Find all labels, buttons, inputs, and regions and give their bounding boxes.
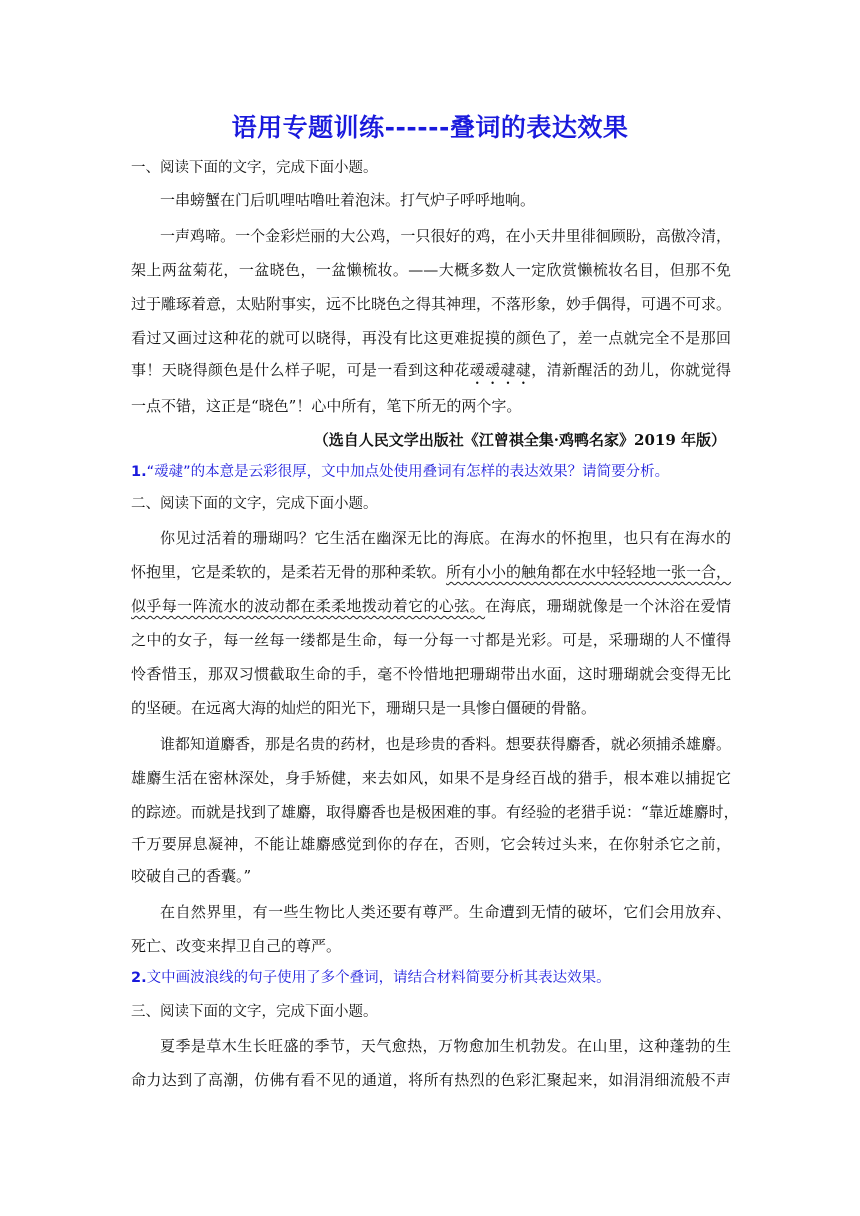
section-2-paragraph-1-line: 怜香惜玉，那双习惯截取生命的手，毫不怜惜地把珊瑚带出水面，这时珊瑚就会变得无比 xyxy=(131,665,731,683)
section-2-paragraph-2-line: 的踪迹。而就是找到了雄麝，取得麝香也是极困难的事。有经验的老猎手说：“靠近雄麝时， xyxy=(131,803,739,821)
section-1-heading: 一、阅读下面的文字，完成下面小题。 xyxy=(131,160,378,176)
question-text: 文中画波浪线的句子使用了多个叠词，请结合材料简要分析其表达效果。 xyxy=(146,970,611,986)
question-number: 1. xyxy=(131,464,147,480)
section-1-paragraph-2-line: 一点不错，这正是“晓色”！心中所有，笔下所无的两个字。 xyxy=(131,397,522,415)
section-2-paragraph-3-line: 在自然界里，有一些生物比人类还要有尊严。生命遭到无情的破坏，它们会用放弃、 xyxy=(160,903,731,921)
section-2-heading: 二、阅读下面的文字，完成下面小题。 xyxy=(131,496,378,512)
question-text: “叆叇”的本意是云彩很厚，文中加点处使用叠词有怎样的表达效果？请简要分析。 xyxy=(146,464,670,480)
section-2-paragraph-3-line: 死亡、改变来捍卫自己的尊严。 xyxy=(131,937,342,955)
line-text: ，清新醒活的劲儿，你就觉得 xyxy=(531,361,731,379)
section-2-paragraph-2-line: 千万要屏息凝神，不能让雄麝感觉到你的存在，否则，它会转过头来，在你射杀它之前， xyxy=(131,835,731,853)
section-1-paragraph-2-line: 过于雕琢着意，太贴附事实，远不比晓色之得其神理，不落形象，妙手偶得，可遇不可求。 xyxy=(131,295,732,313)
question-number: 2. xyxy=(131,970,147,986)
line-text: 在海底，珊瑚就像是一个沐浴在爱情 xyxy=(485,597,731,615)
dotted-reduplicated-word: 叆叆叇叇 xyxy=(469,361,532,379)
section-2-paragraph-1-line: 之中的女子，每一丝每一缕都是生命，每一分每一寸都是光彩。可是，采珊瑚的人不懂得 xyxy=(131,631,731,649)
section-1-paragraph-2-line: 看过又画过这种花的就可以晓得，再没有比这更难捉摸的颜色了，差一点就完全不是那回 xyxy=(131,329,731,347)
section-2-paragraph-2-line: 雄麝生活在密林深处，身手矫健，来去如风，如果不是身经百战的猎手，根本难以捕捉它 xyxy=(131,769,731,787)
question-1 xyxy=(131,462,731,482)
source-citation: （选自人民文学出版社《江曾祺全集·鸡鸭名家》2019 年版） xyxy=(313,431,726,449)
section-3-heading: 三、阅读下面的文字，完成下面小题。 xyxy=(131,1004,378,1020)
line-text: 怀抱里，它是柔软的，是柔若无骨的那种柔软。 xyxy=(131,563,447,581)
question-2 xyxy=(131,968,731,988)
line-text: 事！天晓得颜色是什么样子呢，可是一看到这种花 xyxy=(131,361,470,379)
section-2-paragraph-1-line xyxy=(131,562,731,582)
section-1-paragraph-2-line: 架上两盆菊花，一盆晓色，一盆懒梳妆。——大概多数人一定欣赏懒梳妆名目，但那不免 xyxy=(131,261,731,279)
section-3-paragraph-1-line: 夏季是草木生长旺盛的季节，天气愈热，万物愈加生机勃发。在山里，这种蓬勃的生 xyxy=(160,1037,731,1055)
wavy-underlined-sentence: 所有小小的触角都在水中轻轻地一张一合， xyxy=(446,563,732,581)
section-2-paragraph-1-line: 你见过活着的珊瑚吗？它生活在幽深无比的海底。在海水的怀抱里，也只有在海水的 xyxy=(160,529,731,547)
section-3-paragraph-1-line: 命力达到了高潮，仿佛有看不见的通道，将所有热烈的色彩汇聚起来，如涓涓细流般不声 xyxy=(131,1071,731,1089)
document-title: 语用专题训练------叠词的表达效果 xyxy=(231,113,629,142)
section-2-paragraph-2-line: 咬破自己的香囊。” xyxy=(131,867,252,885)
section-2-paragraph-2-line: 谁都知道麝香，那是名贵的药材，也是珍贵的香料。想要获得麝香，就必须捕杀雄麝。 xyxy=(160,735,731,753)
section-2-paragraph-1-line: 的坚硬。在远离大海的灿烂的阳光下，珊瑚只是一具惨白僵硬的骨骼。 xyxy=(131,699,597,717)
section-1-paragraph-2-line xyxy=(131,360,731,388)
section-2-paragraph-1-line xyxy=(131,596,731,616)
wavy-underlined-sentence: 似乎每一阵流水的波动都在柔柔地拨动着它的心弦。 xyxy=(131,597,486,615)
section-1-paragraph-2-line: 一声鸡啼。一个金彩烂丽的大公鸡，一只很好的鸡，在小天井里徘徊顾盼，高傲冷清， xyxy=(160,227,731,245)
section-1-paragraph-1: 一串螃蟹在门后叽哩咕噜吐着泡沫。打气炉子呼呼地响。 xyxy=(160,191,536,209)
